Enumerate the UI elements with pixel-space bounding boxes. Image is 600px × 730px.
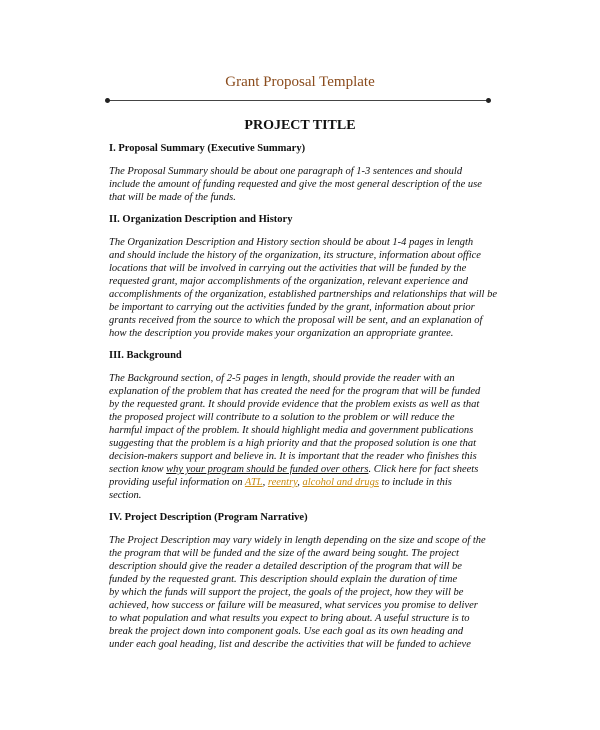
text-line: break the project down into component goals. Use each goal as its own heading and bbox=[109, 626, 464, 637]
text-line: and should include the history of the organization, its structure, information about office bbox=[109, 250, 481, 261]
text-line bbox=[109, 476, 504, 489]
text-line: decision-makers support and believe in. It is important that the reader who finishes this bbox=[109, 451, 477, 462]
text-line: explanation of the problem that has created the need for the program that will be funded bbox=[109, 386, 481, 397]
title-divider bbox=[108, 100, 488, 101]
text-line: achieved, how success or failure will be measured, what services you promise to deliver bbox=[109, 600, 478, 611]
text-fragment: , bbox=[262, 477, 268, 488]
link-atl[interactable]: ATL bbox=[244, 477, 263, 488]
text-line: that will be made of the funds. bbox=[109, 192, 236, 203]
text-fragment: , bbox=[297, 477, 303, 488]
text-line: suggesting that the problem is a high priority and that the proposed solution is one that bbox=[109, 438, 477, 449]
text-line: to what population and what results you expect to bring about. A useful structure is to bbox=[109, 613, 470, 624]
text-line: the proposed project will contribute to a solution to the problem or will reduce the bbox=[109, 412, 455, 423]
section-body-project-description bbox=[109, 534, 504, 651]
section-heading-project-description: IV. Project Description (Program Narrative) bbox=[109, 512, 308, 523]
text-line: section. bbox=[109, 490, 142, 501]
link-reentry[interactable]: reentry bbox=[267, 477, 298, 488]
section-body-proposal-summary bbox=[109, 165, 504, 204]
text-line: The Proposal Summary should be about one paragraph of 1-3 sentences and should bbox=[109, 166, 463, 177]
text-line: how the description you provide makes your organization an appropriate grantee. bbox=[109, 328, 454, 339]
text-line: grants received from the source to which the proposal will be sent, and an explanation of bbox=[109, 315, 483, 326]
text-line: The Organization Description and History section should be about 1-4 pages in length bbox=[109, 237, 474, 248]
text-line: The Project Description may vary widely in length depending on the size and scope of the bbox=[109, 535, 486, 546]
text-line: be important to carrying out the activities funded by the grant, information about prior bbox=[109, 302, 475, 313]
text-line: by the requested grant. It should provide evidence that the problem exists as well as that bbox=[109, 399, 480, 410]
text-line: the program that will be funded and the size of the award being sought. The project bbox=[109, 548, 459, 559]
text-fragment: to include in this bbox=[378, 477, 452, 488]
text-line: description should give the reader a detailed description of the program that will be bbox=[109, 561, 462, 572]
text-fragment: providing useful information on bbox=[109, 477, 245, 488]
text-line: include the amount of funding requested and give the most general description of the use bbox=[109, 179, 482, 190]
project-title: PROJECT TITLE bbox=[244, 118, 356, 133]
text-line: accomplishments of the organization, established partnerships and relationships that will be bbox=[109, 289, 498, 300]
divider-left-dot bbox=[105, 98, 110, 103]
text-line: funded by the requested grant. This description should explain the duration of time bbox=[109, 574, 458, 585]
section-body-background bbox=[109, 372, 504, 502]
text-line: locations that will be involved in carrying out the activities that will be funded by the bbox=[109, 263, 467, 274]
link-alcohol-and-drugs[interactable]: alcohol and drugs bbox=[302, 477, 379, 488]
document-body bbox=[109, 142, 504, 660]
section-heading-proposal-summary: I. Proposal Summary (Executive Summary) bbox=[109, 143, 306, 154]
text-line: requested grant, major accomplishments of the organization, relevant experience and bbox=[109, 276, 468, 287]
underlined-phrase: why your program should be funded over others bbox=[166, 464, 369, 475]
text-fragment: section know bbox=[109, 464, 167, 475]
text-line: harmful impact of the problem. It should highlight media and government publications bbox=[109, 425, 474, 436]
section-body-organization bbox=[109, 236, 504, 340]
text-line: The Background section, of 2-5 pages in length, should provide the reader with an bbox=[109, 373, 455, 384]
text-line bbox=[109, 463, 504, 476]
text-line: by which the funds will support the project, the goals of the project, how they will be bbox=[109, 587, 464, 598]
section-heading-background: III. Background bbox=[109, 350, 182, 361]
section-heading-organization: II. Organization Description and History bbox=[109, 214, 293, 225]
divider-right-dot bbox=[486, 98, 491, 103]
text-fragment: . Click here for fact sheets bbox=[368, 464, 479, 475]
text-line: under each goal heading, list and describe the activities that will be funded to achieve bbox=[109, 639, 471, 650]
document-title: Grant Proposal Template bbox=[225, 74, 375, 90]
